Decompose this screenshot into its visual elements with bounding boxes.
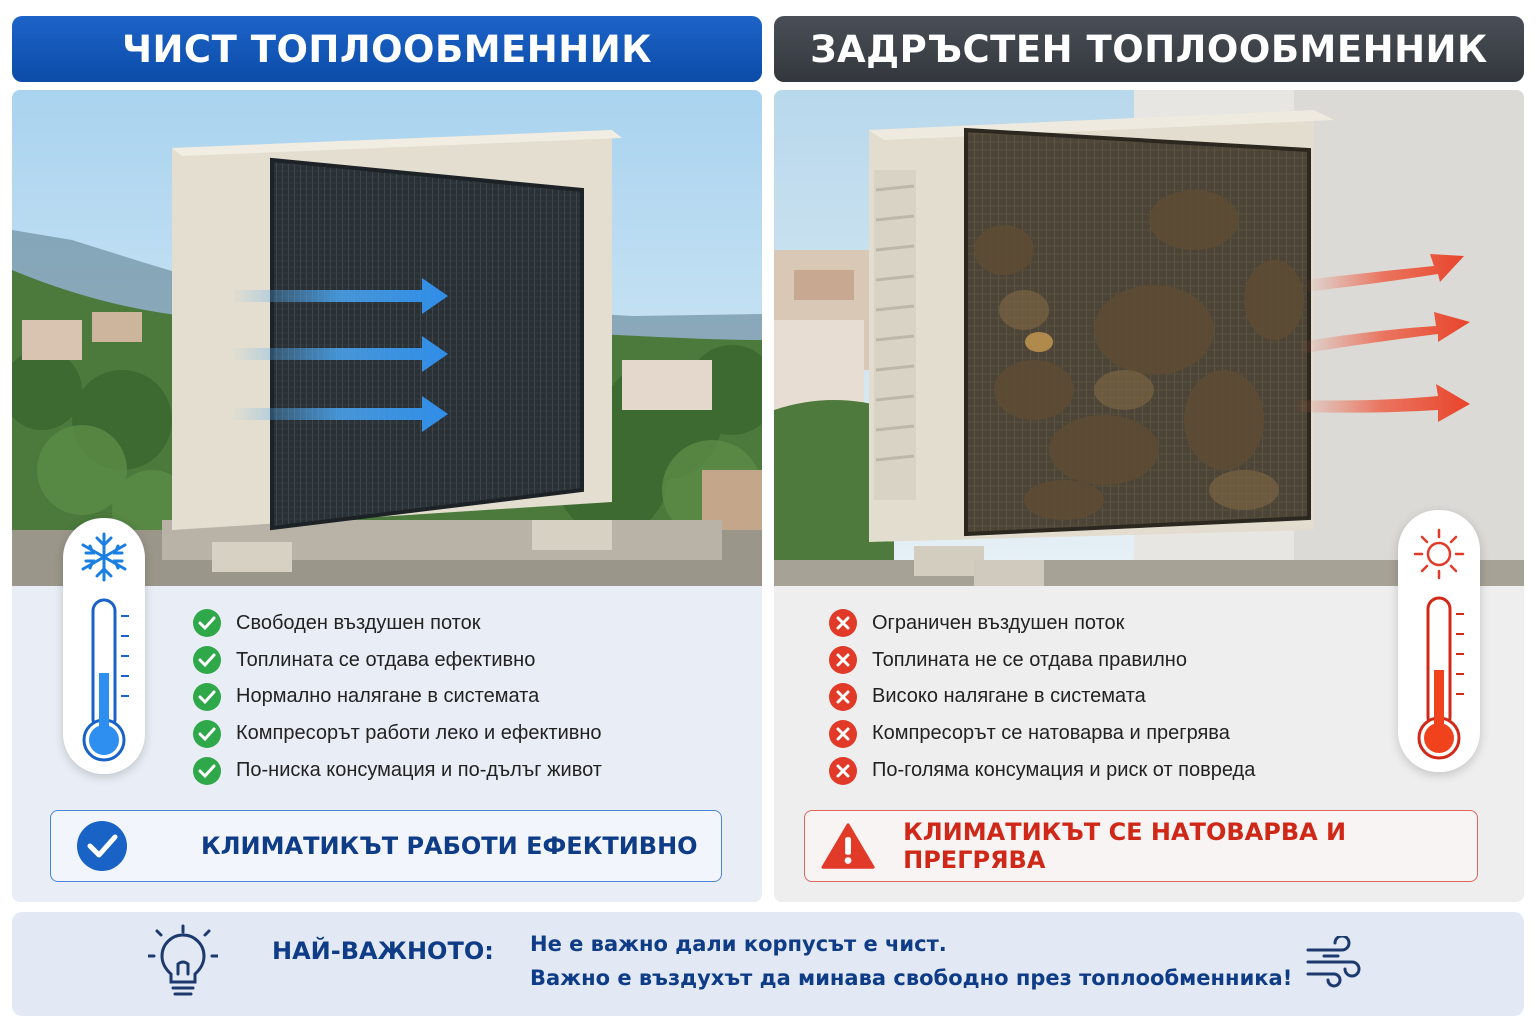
thermometer-cold-icon — [84, 600, 129, 760]
x-circle-icon — [828, 756, 858, 786]
clean-unit-photo — [12, 90, 762, 586]
clogged-problems-list — [828, 605, 1255, 789]
x-circle-icon — [828, 682, 858, 712]
warning-triangle-icon — [821, 821, 875, 871]
clogged-heat-exchanger-header — [774, 16, 1524, 82]
list-item-text: Компресорът работи леко и ефективно — [236, 722, 602, 745]
lightbulb-icon — [148, 924, 218, 1004]
x-circle-icon — [828, 719, 858, 749]
check-circle-icon — [192, 682, 222, 712]
check-circle-icon — [75, 819, 129, 873]
clean-status-banner — [50, 810, 722, 882]
list-item — [828, 715, 1255, 752]
list-item-text: По-голяма консумация и риск от повреда — [872, 759, 1256, 782]
key-label: НАЙ-ВАЖНОТО: — [272, 937, 494, 965]
list-item — [192, 752, 602, 789]
check-circle-icon — [192, 719, 222, 749]
clogged-title: ЗАДРЪСТЕН ТОПЛООБМЕННИК — [810, 27, 1488, 71]
list-item-text: По-ниска консумация и по-дълъг живот — [236, 759, 602, 782]
clean-heat-exchanger-header — [12, 16, 762, 82]
list-item-text: Свободен въздушен поток — [236, 611, 481, 634]
x-circle-icon — [828, 608, 858, 638]
check-circle-icon — [192, 645, 222, 675]
list-item — [828, 752, 1255, 789]
list-item-text: Компресорът се натоварва и прегрява — [872, 722, 1230, 745]
key-message-line-2: Важно е въздухът да минава свободно през топлообменника! — [530, 966, 1293, 990]
hot-thermometer-card — [1398, 510, 1480, 772]
sun-icon — [1415, 530, 1463, 578]
list-item — [192, 715, 602, 752]
thermometer-hot-icon — [1419, 598, 1464, 758]
clean-title: ЧИСТ ТОПЛООБМЕННИК — [122, 27, 652, 71]
list-item — [192, 605, 602, 642]
clean-banner-text: КЛИМАТИКЪТ РАБОТИ ЕФЕКТИВНО — [201, 832, 698, 860]
list-item — [828, 679, 1255, 716]
cold-thermometer-card — [63, 518, 145, 774]
clean-benefits-list — [192, 605, 602, 789]
list-item — [192, 642, 602, 679]
clogged-status-banner — [804, 810, 1478, 882]
clogged-panel — [774, 90, 1524, 902]
wind-icon — [1304, 936, 1364, 988]
check-circle-icon — [192, 608, 222, 638]
list-item-text: Нормално налягане в системата — [236, 685, 540, 708]
list-item — [192, 679, 602, 716]
clean-panel — [12, 90, 762, 902]
list-item-text: Топлината се отдава ефективно — [236, 648, 536, 671]
snowflake-icon — [83, 534, 125, 580]
list-item-text: Топлината не се отдава правилно — [872, 648, 1187, 671]
check-circle-icon — [192, 756, 222, 786]
key-message-bar — [12, 912, 1524, 1016]
clogged-banner-text: КЛИМАТИКЪТ СЕ НАТОВАРВА И ПРЕГРЯВА — [903, 818, 1347, 874]
list-item-text: Високо налягане в системата — [872, 685, 1146, 708]
key-message-line-1: Не е важно дали корпусът е чист. — [530, 932, 947, 956]
list-item — [828, 642, 1255, 679]
x-circle-icon — [828, 645, 858, 675]
list-item — [828, 605, 1255, 642]
list-item-text: Ограничен въздушен поток — [872, 611, 1125, 634]
